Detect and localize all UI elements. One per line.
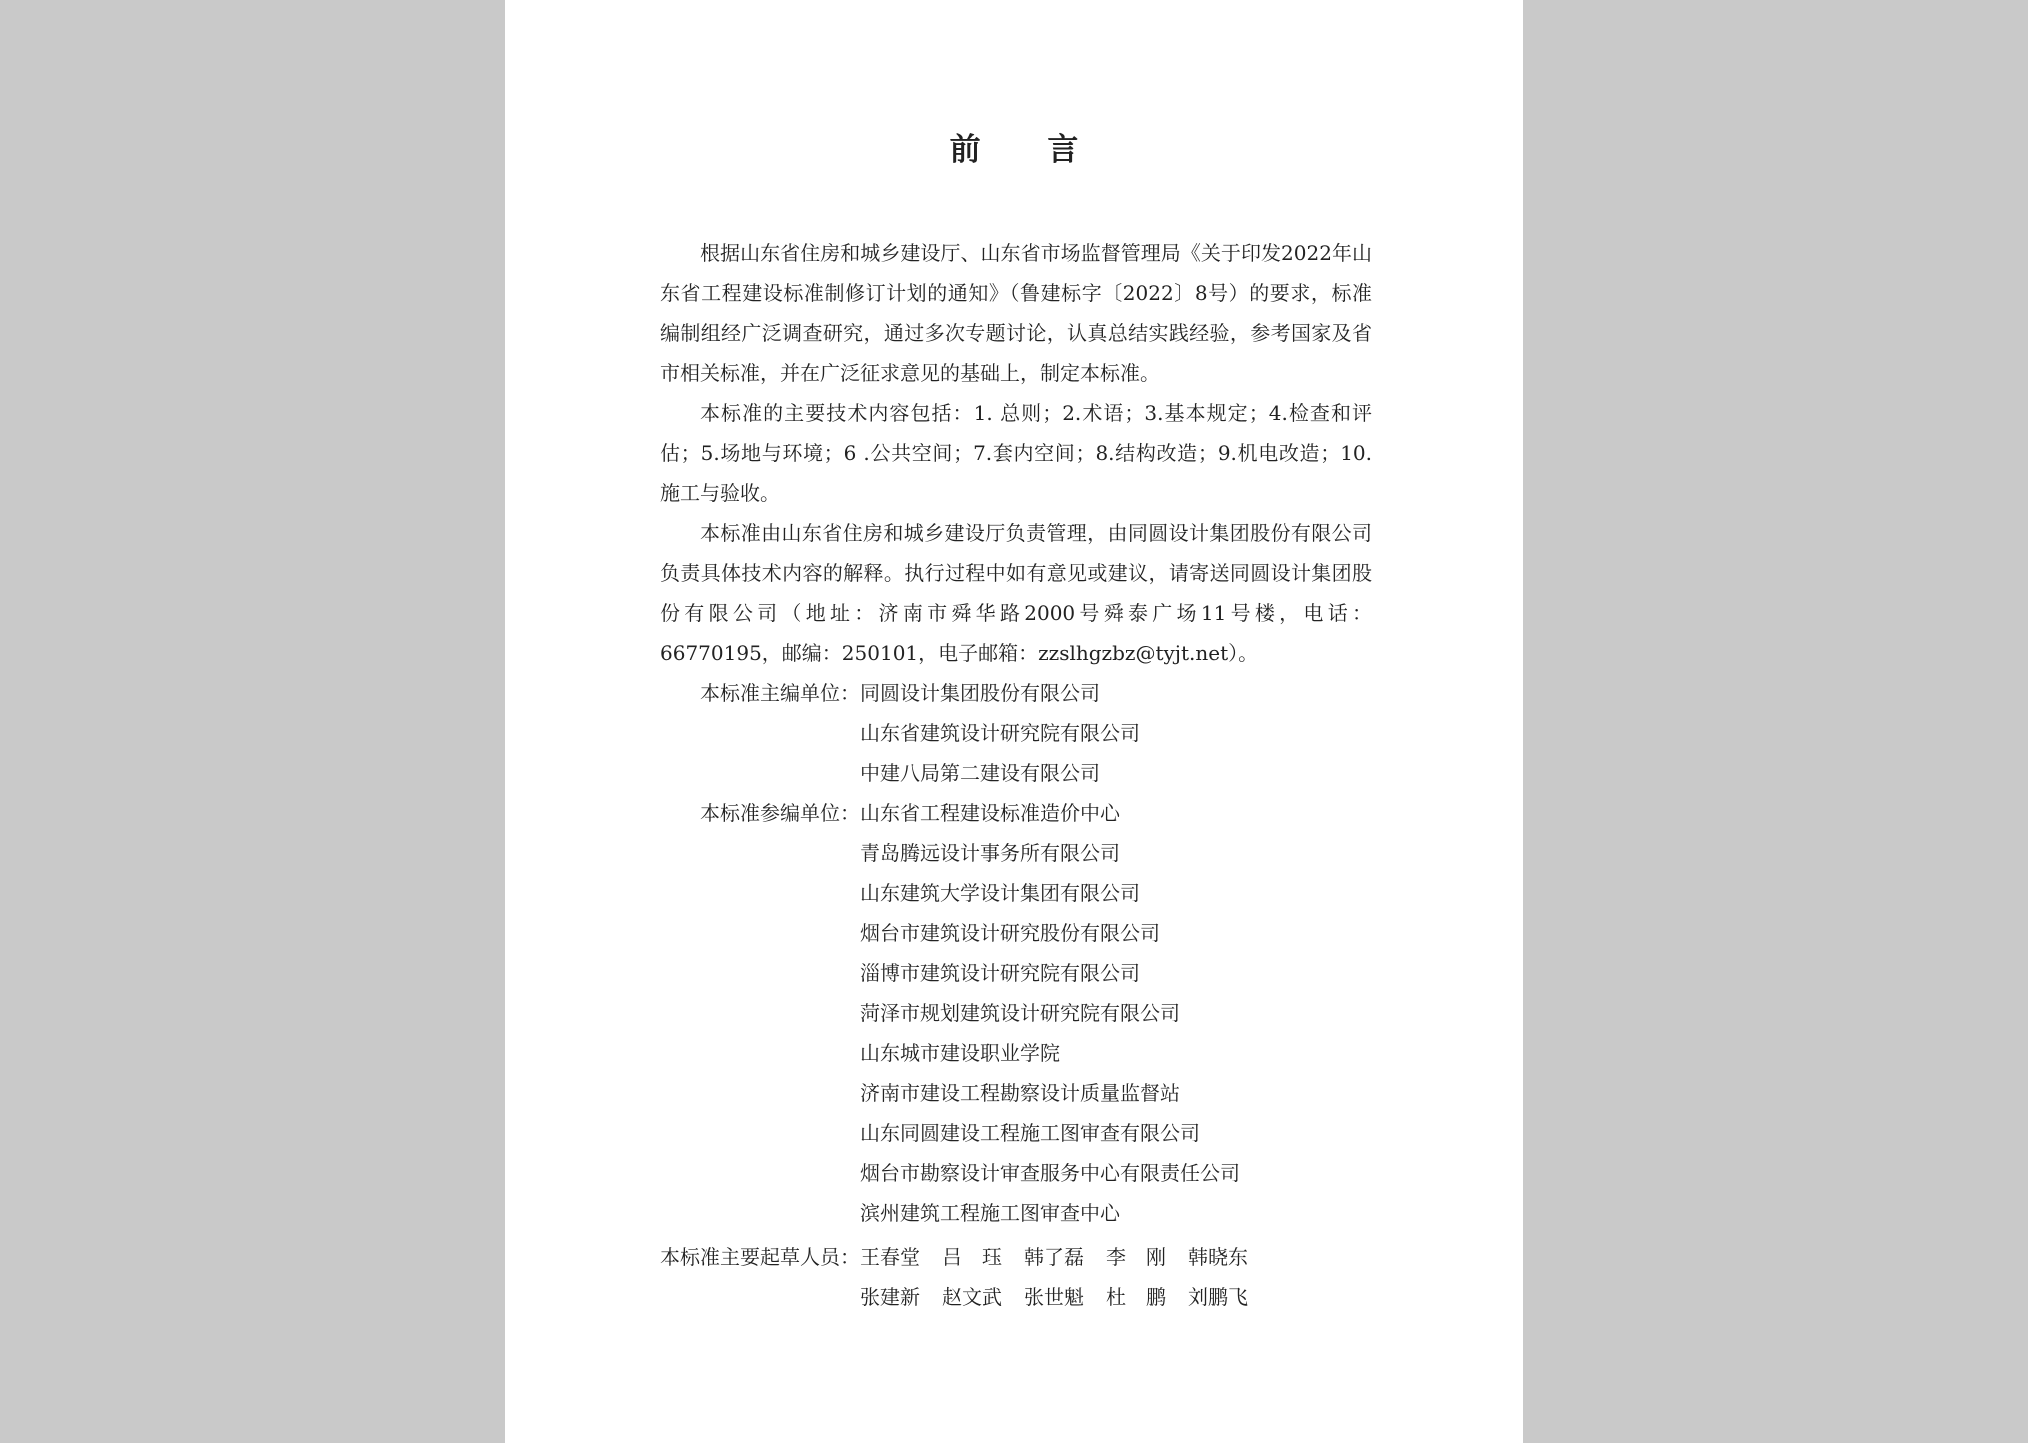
page-title: 前 言 [949,132,1107,168]
drafter-name: 张建新 [860,1285,920,1309]
chief-unit-row [660,673,1372,713]
participating-unit-name: 山东城市建设职业学院 [860,1041,1060,1065]
participating-unit-name: 滨州建筑工程施工图审查中心 [860,1201,1120,1225]
participating-unit-row [660,993,1372,1033]
participating-unit-row [660,1073,1372,1113]
participating-unit-name: 菏泽市规划建筑设计研究院有限公司 [860,1001,1180,1025]
drafter-name: 刘鹏飞 [1188,1285,1248,1309]
drafters-row [660,1277,1372,1317]
chief-unit-name: 中建八局第二建设有限公司 [860,761,1100,785]
chief-units-label: 本标准主编单位： [700,681,860,705]
chief-unit-name: 山东省建筑设计研究院有限公司 [860,721,1140,745]
participating-unit-row [660,1033,1372,1073]
chief-units-block [660,673,1372,793]
participating-unit-name: 烟台市建筑设计研究股份有限公司 [860,921,1160,945]
participating-unit-row [660,1153,1372,1193]
drafter-name: 张世魁 [1024,1285,1084,1309]
participating-units-label: 本标准参编单位： [700,801,860,825]
participating-unit-name: 淄博市建筑设计研究院有限公司 [860,961,1140,985]
participating-unit-row [660,1113,1372,1153]
participating-unit-row [660,873,1372,913]
participating-unit-name: 山东同圆建设工程施工图审查有限公司 [860,1121,1200,1145]
participating-unit-row [660,793,1372,833]
drafter-name: 杜 鹏 [1106,1285,1166,1309]
drafter-names [860,1277,1372,1317]
drafter-names [860,1237,1372,1277]
participating-unit-row [660,913,1372,953]
paragraph-basis: 根据山东省住房和城乡建设厅、山东省市场监督管理局《关于印发2022年山东省工程建设标准制修订计划的通知》（鲁建标字〔2022〕8号）的要求，标准编制组经广泛调查研究，通过多次专题讨论，认真总结实践经验，参考国家及省市相关标准，并在广泛征求意见的基础上，制定本标准。 [660,241,1372,385]
document-page [505,0,1523,1443]
participating-unit-name: 烟台市勘察设计审查服务中心有限责任公司 [860,1161,1240,1185]
drafter-name: 韩晓东 [1188,1245,1248,1269]
participating-unit-name: 青岛腾远设计事务所有限公司 [860,841,1120,865]
chief-unit-name: 同圆设计集团股份有限公司 [860,681,1100,705]
drafter-name: 韩了磊 [1024,1245,1084,1269]
participating-unit-name: 山东省工程建设标准造价中心 [860,801,1120,825]
drafter-name: 王春堂 [860,1245,920,1269]
paragraph-management: 本标准由山东省住房和城乡建设厅负责管理，由同圆设计集团股份有限公司负责具体技术内容的解释。执行过程中如有意见或建议，请寄送同圆设计集团股份有限公司（地址：济南市舜华路2000号舜泰广场11号楼，电话：66770195，邮编：250101，电子邮箱：zzslhgzbz@tyjt.net）。 [660,521,1372,665]
drafters-block [660,1237,1372,1317]
drafter-name: 吕 珏 [942,1245,1002,1269]
participating-unit-row [660,833,1372,873]
drafter-name: 李 刚 [1106,1245,1166,1269]
participating-units-block [660,793,1372,1233]
drafters-row [660,1237,1372,1277]
participating-unit-name: 济南市建设工程勘察设计质量监督站 [860,1081,1180,1105]
preface-body [660,233,1372,673]
participating-unit-name: 山东建筑大学设计集团有限公司 [860,881,1140,905]
drafter-name: 赵文武 [942,1285,1002,1309]
chief-unit-row [660,713,1372,753]
paragraph-contents: 本标准的主要技术内容包括：1. 总则；2.术语；3.基本规定；4.检查和评估；5.场地与环境；6 .公共空间；7.套内空间；8.结构改造；9.机电改造；10.施工与验收。 [660,401,1372,505]
participating-unit-row [660,1193,1372,1233]
chief-unit-row [660,753,1372,793]
participating-unit-row [660,953,1372,993]
drafters-label: 本标准主要起草人员： [660,1245,860,1269]
